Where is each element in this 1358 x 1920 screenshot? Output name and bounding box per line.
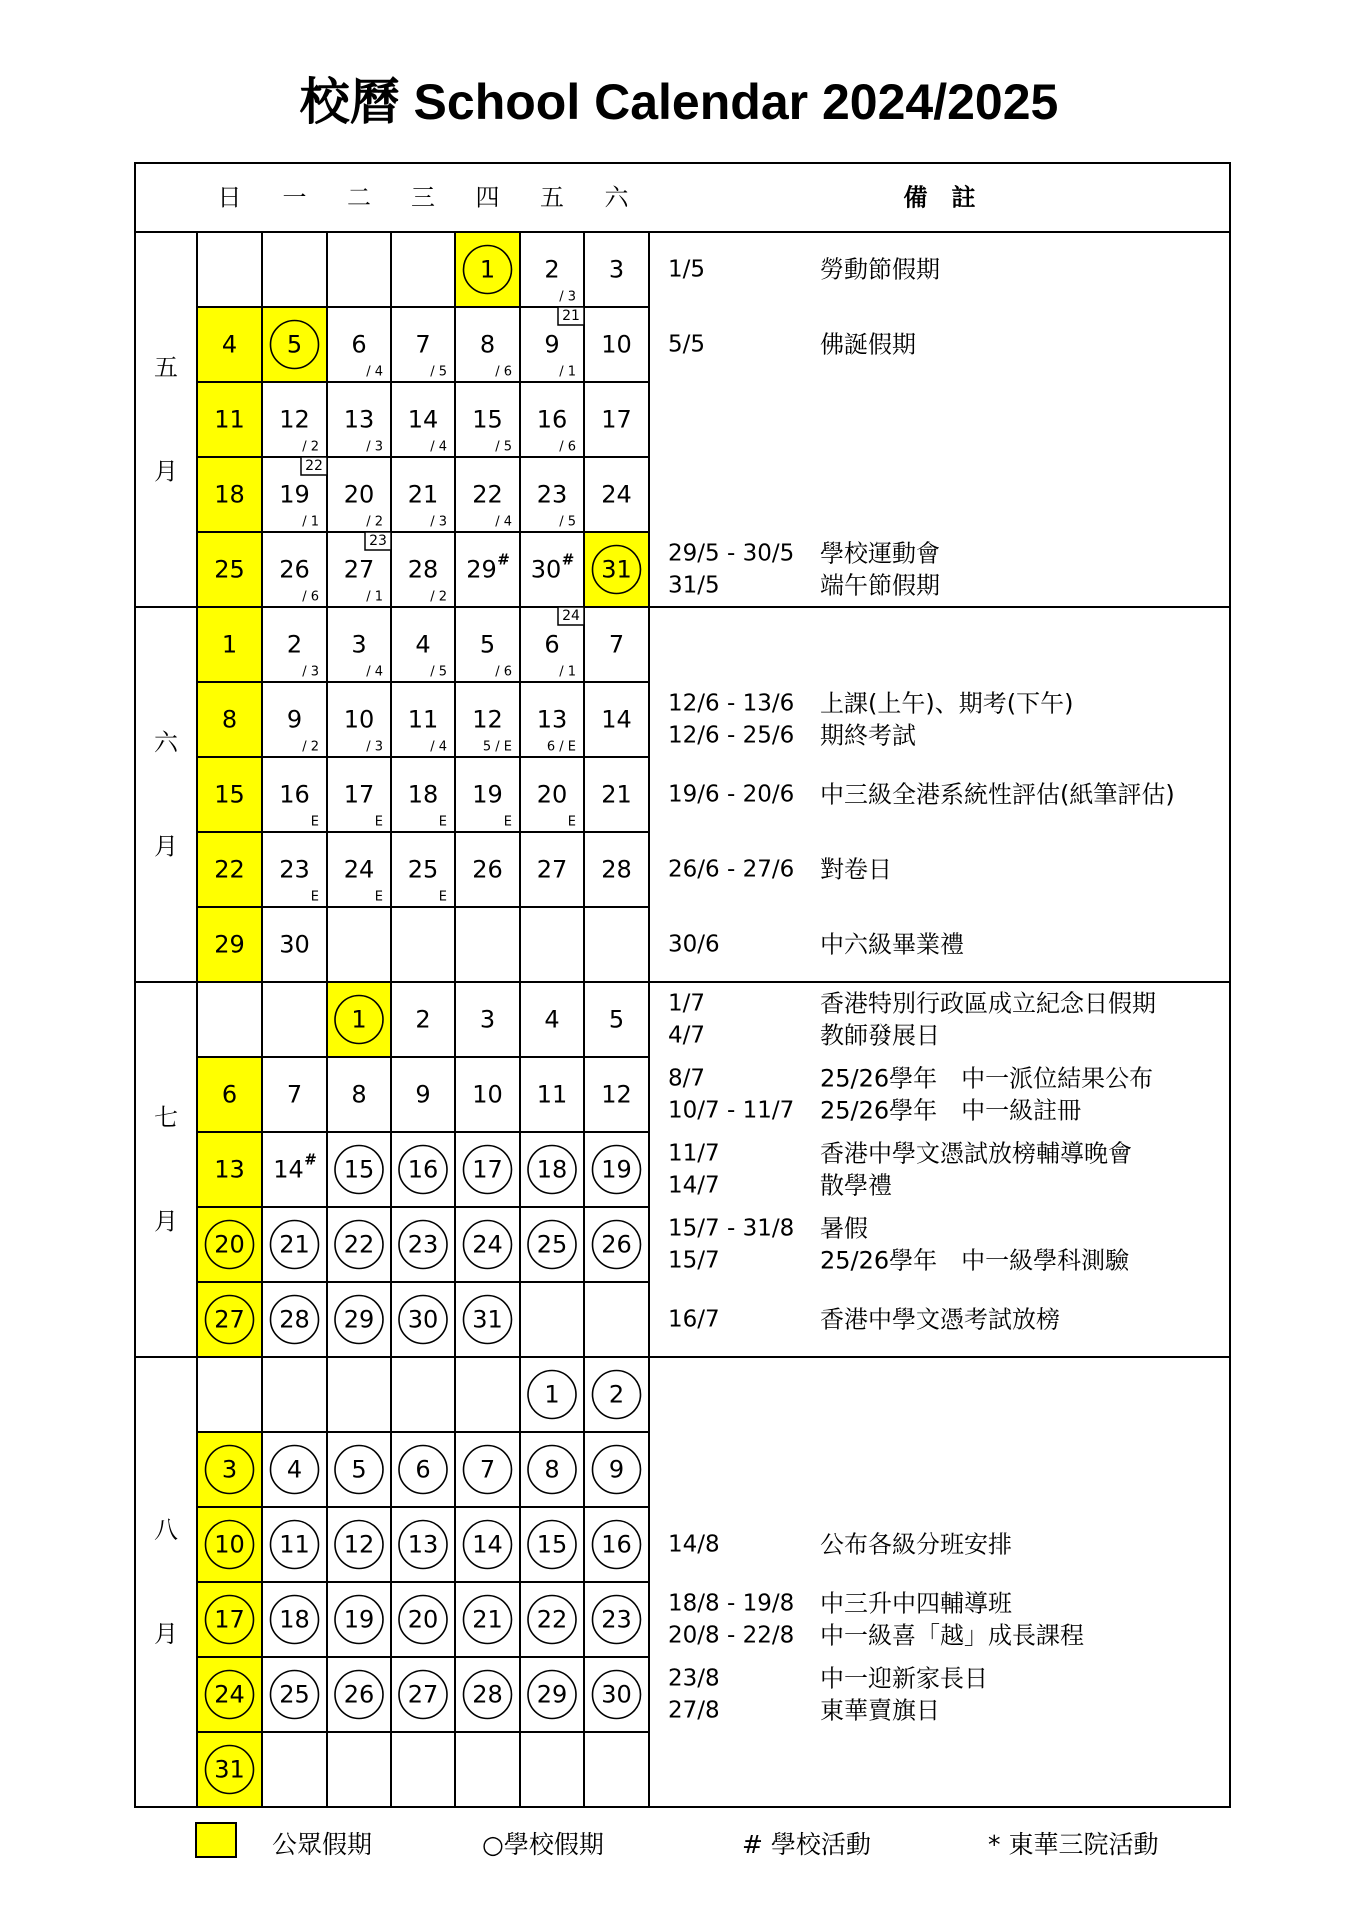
- day-number: 26: [279, 555, 310, 584]
- month-label: 七: [154, 1103, 178, 1132]
- day-number: 24: [343, 855, 375, 884]
- weekday-header: 六: [604, 183, 629, 212]
- day-number: 18: [279, 1605, 310, 1634]
- day-number: 18: [536, 1155, 568, 1184]
- day-number: 13: [214, 1155, 245, 1184]
- day-number: 28: [279, 1305, 310, 1334]
- day-number: 8: [544, 1455, 560, 1484]
- day-number: 29: [536, 1680, 568, 1709]
- note-date: 14/7: [668, 1172, 720, 1199]
- month-label: 八: [154, 1516, 178, 1544]
- day-number: 18: [214, 480, 245, 509]
- month-label: 五: [154, 353, 178, 382]
- cycle-day-label: / 5: [559, 514, 576, 530]
- day-number: 8: [221, 705, 238, 734]
- day-number: 31: [214, 1755, 245, 1784]
- day-number: 16: [407, 1155, 439, 1184]
- weekday-header: 日: [217, 183, 242, 212]
- day-number: 29: [466, 555, 497, 584]
- cycle-day-label: / 2: [430, 589, 447, 605]
- cycle-day-label: E: [567, 814, 576, 830]
- day-number: 14: [472, 1530, 503, 1559]
- day-number: 30: [530, 555, 562, 584]
- note-date: 27/8: [668, 1697, 720, 1724]
- note-text: 中三級全港系統性評估(紙筆評估): [820, 780, 1175, 809]
- weekday-header: 四: [475, 183, 500, 212]
- note-text: 香港特別行政區成立紀念日假期: [820, 989, 1156, 1018]
- school-activity-mark: #: [304, 1150, 317, 1169]
- day-number: 5: [351, 1455, 367, 1484]
- note-date: 30/6: [668, 931, 720, 958]
- day-number: 5: [608, 1005, 625, 1034]
- day-number: 14: [601, 705, 632, 734]
- cycle-day-label: / 1: [559, 664, 576, 680]
- note-text: 25/26學年 中一級註冊: [820, 1096, 1082, 1125]
- cycle-day-label: / 3: [430, 514, 447, 530]
- weekday-header: 五: [540, 183, 564, 212]
- note-date: 5/5: [668, 331, 706, 358]
- note-text: 香港中學文憑考試放榜: [820, 1305, 1060, 1334]
- day-number: 28: [601, 855, 632, 884]
- legend-school-holiday: ○學校假期: [482, 1830, 604, 1859]
- day-number: 25: [279, 1680, 310, 1709]
- day-number: 14: [407, 405, 439, 434]
- cycle-day-label: / 3: [559, 289, 576, 305]
- cycle-day-label: E: [310, 889, 319, 905]
- cycle-day-label: / 2: [366, 514, 383, 530]
- day-number: 20: [407, 1605, 439, 1634]
- day-number: 25: [214, 555, 245, 584]
- cycle-day-label: E: [438, 889, 447, 905]
- note-text: 期終考試: [820, 721, 916, 750]
- note-date: 8/7: [668, 1065, 706, 1092]
- cycle-day-label: E: [438, 814, 447, 830]
- legend-school-activity: # 學校活動: [742, 1830, 871, 1859]
- day-number: 13: [407, 1530, 439, 1559]
- day-number: 5: [479, 630, 496, 659]
- cycle-day-label: / 4: [366, 664, 383, 680]
- day-number: 21: [601, 780, 632, 809]
- day-number: 2: [286, 630, 303, 659]
- cycle-day-label: / 6: [559, 439, 576, 455]
- note-text: 公布各級分班安排: [820, 1530, 1012, 1559]
- day-number: 27: [214, 1305, 245, 1334]
- day-number: 19: [279, 480, 310, 509]
- day-number: 3: [221, 1455, 238, 1484]
- day-number: 31: [472, 1305, 503, 1334]
- day-number: 10: [214, 1530, 245, 1559]
- day-number: 23: [279, 855, 310, 884]
- day-number: 30: [601, 1680, 632, 1709]
- day-number: 22: [536, 1605, 568, 1634]
- legend-tungwah-activity: * 東華三院活動: [988, 1830, 1159, 1859]
- remarks-header: 備 註: [903, 183, 976, 212]
- note-text: 香港中學文憑試放榜輔導晚會: [820, 1139, 1132, 1168]
- weekday-header: 三: [411, 183, 435, 212]
- day-number: 21: [407, 480, 439, 509]
- month-label: 月: [154, 1620, 178, 1648]
- day-number: 17: [601, 405, 632, 434]
- note-text: 中三升中四輔導班: [820, 1589, 1012, 1618]
- note-date: 12/6 - 13/6: [668, 690, 795, 717]
- cycle-day-label: / 1: [366, 589, 383, 605]
- day-number: 9: [544, 330, 560, 359]
- day-number: 6: [221, 1080, 238, 1109]
- note-text: 教師發展日: [820, 1021, 940, 1050]
- note-date: 18/8 - 19/8: [668, 1590, 795, 1617]
- day-number: 11: [536, 1080, 568, 1109]
- day-number: 8: [479, 330, 496, 359]
- day-number: 16: [536, 405, 568, 434]
- cycle-number: 21: [562, 308, 580, 324]
- day-number: 25: [407, 855, 439, 884]
- day-number: 22: [214, 855, 245, 884]
- day-number: 10: [472, 1080, 503, 1109]
- day-number: 24: [472, 1230, 503, 1259]
- cycle-day-label: / 4: [430, 739, 447, 755]
- cycle-day-label: 5 / E: [482, 739, 512, 755]
- day-number: 26: [343, 1680, 375, 1709]
- day-number: 12: [472, 705, 503, 734]
- note-text: 佛誕假期: [820, 330, 916, 359]
- day-number: 14: [273, 1155, 304, 1184]
- day-number: 4: [415, 630, 431, 659]
- month-label: 六: [154, 728, 178, 757]
- day-number: 27: [343, 555, 375, 584]
- day-number: 23: [601, 1605, 632, 1634]
- cycle-day-label: / 6: [495, 364, 512, 380]
- day-number: 24: [214, 1680, 245, 1709]
- day-number: 4: [544, 1005, 560, 1034]
- page-title: 校曆 School Calendar 2024/2025: [299, 74, 1059, 130]
- note-text: 學校運動會: [820, 539, 940, 568]
- month-label: 月: [154, 457, 178, 486]
- day-number: 1: [351, 1005, 367, 1034]
- day-number: 21: [279, 1230, 310, 1259]
- day-number: 6: [415, 1455, 431, 1484]
- cycle-day-label: / 6: [302, 589, 319, 605]
- note-text: 中六級畢業禮: [820, 930, 964, 959]
- school-activity-mark: #: [561, 550, 575, 569]
- day-number: 10: [343, 705, 375, 734]
- day-number: 4: [286, 1455, 303, 1484]
- day-number: 11: [279, 1530, 310, 1559]
- cycle-day-label: / 2: [302, 739, 319, 755]
- day-number: 2: [608, 1380, 625, 1409]
- day-number: 6: [544, 630, 560, 659]
- day-number: 17: [472, 1155, 503, 1184]
- day-number: 7: [479, 1455, 496, 1484]
- day-number: 15: [472, 405, 503, 434]
- cycle-number: 23: [369, 533, 387, 549]
- cycle-day-label: 6 / E: [546, 739, 576, 755]
- day-number: 12: [601, 1080, 632, 1109]
- day-number: 13: [343, 405, 375, 434]
- note-date: 11/7: [668, 1140, 720, 1167]
- day-number: 12: [279, 405, 310, 434]
- day-number: 20: [343, 480, 375, 509]
- day-number: 9: [608, 1455, 625, 1484]
- day-number: 2: [415, 1005, 431, 1034]
- note-date: 26/6 - 27/6: [668, 856, 795, 883]
- note-text: 25/26學年 中一派位結果公布: [820, 1064, 1154, 1093]
- day-number: 26: [601, 1230, 632, 1259]
- day-number: 1: [544, 1380, 560, 1409]
- day-number: 30: [407, 1305, 439, 1334]
- day-number: 23: [536, 480, 568, 509]
- weekday-header: 二: [347, 183, 371, 212]
- note-date: 12/6 - 25/6: [668, 722, 795, 749]
- day-number: 22: [472, 480, 503, 509]
- note-date: 19/6 - 20/6: [668, 781, 795, 808]
- day-number: 15: [343, 1155, 375, 1184]
- day-number: 16: [601, 1530, 632, 1559]
- cycle-day-label: / 1: [559, 364, 576, 380]
- note-date: 31/5: [668, 572, 720, 599]
- day-number: 9: [415, 1080, 431, 1109]
- cycle-day-label: / 4: [430, 439, 447, 455]
- day-number: 17: [214, 1605, 245, 1634]
- note-text: 對卷日: [820, 855, 892, 884]
- note-text: 散學禮: [820, 1171, 892, 1200]
- cycle-day-label: / 3: [366, 439, 383, 455]
- day-number: 17: [343, 780, 375, 809]
- day-number: 7: [286, 1080, 303, 1109]
- day-number: 3: [351, 630, 367, 659]
- school-activity-mark: #: [497, 550, 510, 569]
- cycle-day-label: / 3: [302, 664, 319, 680]
- day-number: 28: [472, 1680, 503, 1709]
- cycle-day-label: E: [310, 814, 319, 830]
- cycle-day-label: / 3: [366, 739, 383, 755]
- day-number: 1: [479, 255, 496, 284]
- day-number: 31: [601, 555, 632, 584]
- day-number: 4: [221, 330, 238, 359]
- cycle-day-label: / 4: [366, 364, 383, 380]
- cycle-number: 22: [305, 458, 323, 474]
- cycle-day-label: / 5: [430, 664, 447, 680]
- day-number: 3: [479, 1005, 496, 1034]
- note-date: 4/7: [668, 1022, 706, 1049]
- weekday-header: 一: [282, 183, 307, 212]
- day-number: 28: [407, 555, 439, 584]
- note-date: 15/7: [668, 1247, 720, 1274]
- day-number: 18: [407, 780, 439, 809]
- day-number: 15: [214, 780, 245, 809]
- day-number: 23: [407, 1230, 439, 1259]
- day-number: 8: [351, 1080, 367, 1109]
- day-number: 25: [536, 1230, 568, 1259]
- day-number: 21: [472, 1605, 503, 1634]
- day-number: 19: [343, 1605, 375, 1634]
- day-number: 29: [214, 930, 245, 959]
- legend-public-holiday: 公眾假期: [272, 1830, 373, 1859]
- note-text: 端午節假期: [820, 571, 940, 600]
- day-number: 16: [279, 780, 310, 809]
- day-number: 7: [608, 630, 625, 659]
- day-number: 19: [601, 1155, 632, 1184]
- note-text: 勞動節假期: [820, 255, 940, 284]
- note-date: 16/7: [668, 1306, 720, 1333]
- note-date: 20/8 - 22/8: [668, 1622, 795, 1649]
- cycle-day-label: / 2: [302, 439, 319, 455]
- day-number: 9: [286, 705, 303, 734]
- note-text: 東華賣旗日: [820, 1696, 940, 1725]
- note-text: 暑假: [820, 1214, 868, 1243]
- day-number: 7: [415, 330, 431, 359]
- day-number: 2: [544, 255, 560, 284]
- month-label: 月: [154, 832, 178, 861]
- day-number: 20: [536, 780, 568, 809]
- day-number: 20: [214, 1230, 245, 1259]
- note-date: 1/5: [668, 256, 706, 283]
- cycle-day-label: / 5: [495, 439, 512, 455]
- day-number: 27: [407, 1680, 439, 1709]
- day-number: 29: [343, 1305, 375, 1334]
- day-number: 1: [221, 630, 238, 659]
- note-text: 中一級喜「越」成長課程: [820, 1621, 1084, 1650]
- cycle-day-label: E: [374, 814, 383, 830]
- note-date: 23/8: [668, 1665, 720, 1692]
- note-text: 中一迎新家長日: [820, 1664, 988, 1693]
- cycle-day-label: E: [374, 889, 383, 905]
- note-date: 29/5 - 30/5: [668, 540, 795, 567]
- cycle-number: 24: [562, 608, 580, 624]
- day-number: 24: [601, 480, 632, 509]
- cycle-day-label: E: [503, 814, 512, 830]
- legend-public-holiday-swatch: [195, 1822, 237, 1858]
- cycle-day-label: / 1: [302, 514, 319, 530]
- note-date: 14/8: [668, 1531, 720, 1558]
- day-number: 19: [472, 780, 503, 809]
- cycle-day-label: / 6: [495, 664, 512, 680]
- day-number: 30: [279, 930, 310, 959]
- cycle-day-label: / 4: [495, 514, 512, 530]
- day-number: 12: [343, 1530, 375, 1559]
- day-number: 3: [608, 255, 625, 284]
- month-label: 月: [154, 1207, 178, 1236]
- day-number: 26: [472, 855, 503, 884]
- day-number: 13: [536, 705, 568, 734]
- note-date: 1/7: [668, 990, 706, 1017]
- day-number: 27: [536, 855, 568, 884]
- day-number: 5: [286, 330, 303, 359]
- cycle-day-label: / 5: [430, 364, 447, 380]
- day-number: 22: [343, 1230, 375, 1259]
- day-number: 15: [536, 1530, 568, 1559]
- note-date: 15/7 - 31/8: [668, 1215, 795, 1242]
- note-text: 25/26學年 中一級學科測驗: [820, 1246, 1130, 1275]
- note-date: 10/7 - 11/7: [668, 1097, 795, 1124]
- day-number: 11: [407, 705, 439, 734]
- day-number: 10: [601, 330, 632, 359]
- day-number: 6: [351, 330, 367, 359]
- note-text: 上課(上午)、期考(下午): [820, 689, 1074, 718]
- day-number: 11: [214, 405, 245, 434]
